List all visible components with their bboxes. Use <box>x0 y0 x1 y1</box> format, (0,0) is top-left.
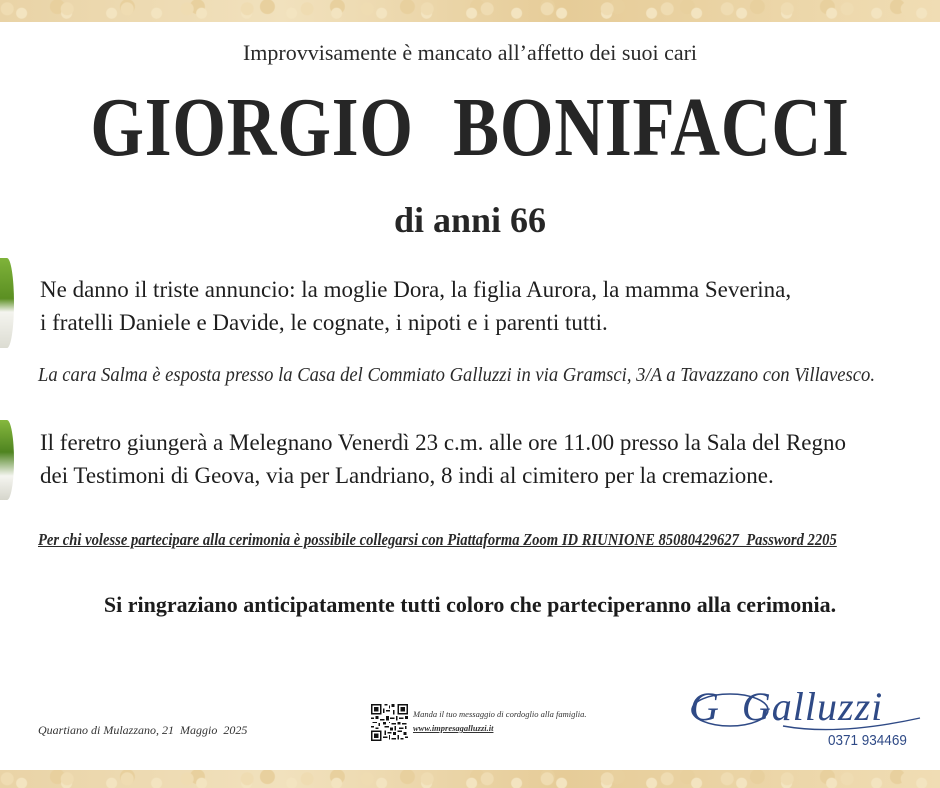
funeral-line: Il feretro giungerà a Melegnano Venerdì 23 c.m. alle ore 11.00 presso la Sala del Regno <box>40 430 847 455</box>
website-link[interactable]: www.impresagalluzzi.it <box>413 723 494 733</box>
funeral-line: dei Testimoni di Geova, via per Landriano, 8 indi al cimitero per la cremazione. <box>40 463 774 488</box>
deceased-name: GIORGIO BONIFACCI <box>90 81 850 174</box>
phone-number: 0371 934469 <box>828 732 907 749</box>
announcement-line: Ne danno il triste annuncio: la moglie Dora, la figlia Aurora, la mamma Severina, <box>40 277 792 302</box>
flower-decoration <box>0 420 14 500</box>
decorative-border-top <box>0 0 940 22</box>
header-line: Improvvisamente è mancato all’affetto dei suoi cari <box>242 40 698 65</box>
funeral-details <box>40 426 930 492</box>
thanks-line: Si ringraziano anticipatamente tutti coloro che parteciperanno alla cerimonia. <box>103 592 837 617</box>
salma-notice: La cara Salma è esposta presso la Casa del Commiato Galluzzi in via Gramsci, 3/A a Tavazzano con Villavesco. <box>38 364 875 386</box>
qr-caption-block <box>413 707 586 735</box>
qr-code-icon[interactable] <box>371 704 408 741</box>
qr-caption: Manda il tuo messaggio di cordoglio alla famiglia. <box>413 709 587 719</box>
decorative-border-bottom <box>0 770 940 788</box>
zoom-notice: Per chi volesse partecipare alla cerimonia è possibile collegarsi con Piattaforma Zoom ID RIUNIONE 85080429627 Password 2205 <box>38 530 837 549</box>
logo-text: G Galluzzi <box>690 684 884 729</box>
announcement-line: i fratelli Daniele e Davide, le cognate, i nipoti e i parenti tutti. <box>40 310 608 335</box>
flower-decoration <box>0 258 14 348</box>
deceased-age: di anni 66 <box>393 200 547 240</box>
family-announcement <box>40 273 930 339</box>
place-date: Quartiano di Mulazzano, 21 Maggio 2025 <box>38 723 248 737</box>
